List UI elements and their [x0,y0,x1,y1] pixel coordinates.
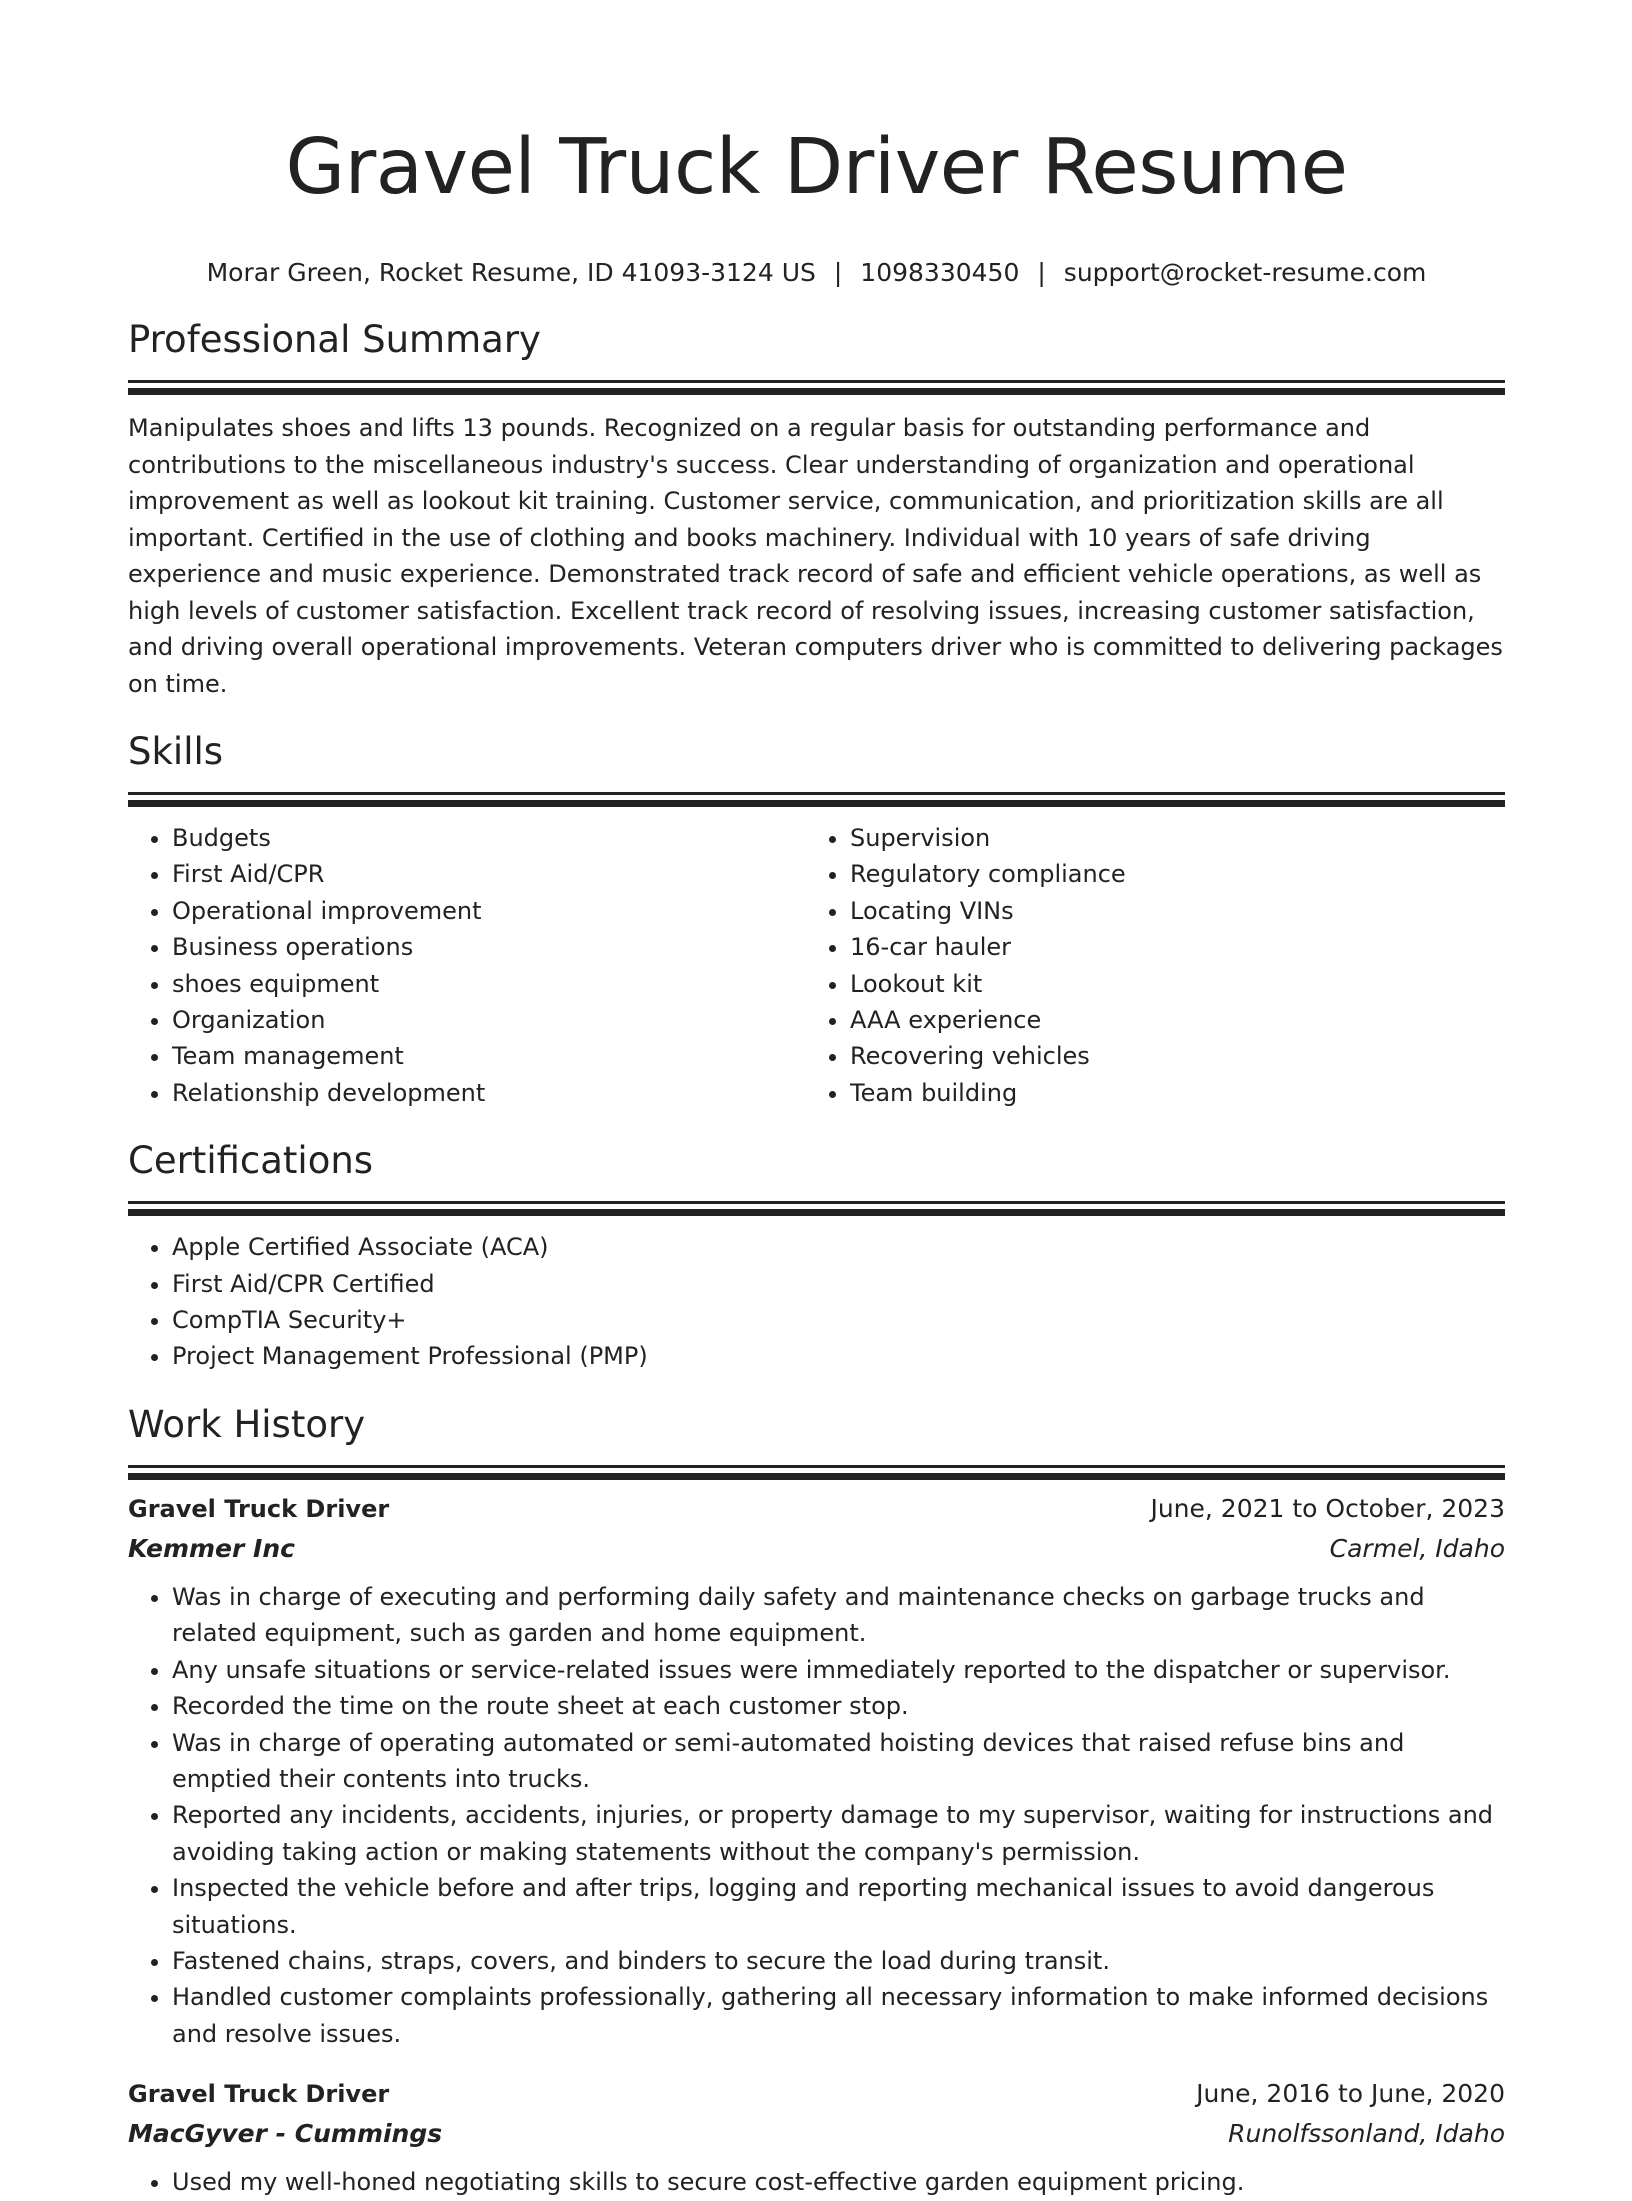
section-rule [128,792,1505,795]
certifications-list [128,1229,1505,1375]
job-duty-item: • Reported any incidents, accidents, injuries, or property damage to my supervisor, waiting for instructions and avoiding taking action or making statements without the company's permission. [172,1797,1505,1870]
section-heading-summary: Professional Summary [128,318,541,361]
contact-separator: | [1037,258,1046,287]
section-rule [128,1201,1505,1204]
skill-item: • Locating VINs [850,893,1550,929]
skills-list-right [806,820,1550,1111]
section-rule-thick [128,800,1505,807]
job-title: Gravel Truck Driver [128,1494,390,1523]
skills-section [128,728,1505,1111]
job-duty-item: • Any unsafe situations or service-related issues were immediately reported to the dispatcher or supervisor. [172,1652,1505,1688]
job-duty-item: • Was in charge of operating automated or semi-automated hoisting devices that raised refuse bins and emptied their contents into trucks. [172,1725,1505,1798]
skill-item: • First Aid/CPR [172,856,806,892]
contact-email: support@rocket-resume.com [1063,258,1427,287]
job-company: MacGyver - Cummings [128,2119,443,2149]
skill-item: • Team building [850,1075,1550,1111]
section-heading-skills: Skills [128,730,224,773]
summary-text: Manipulates shoes and lifts 13 pounds. Recognized on a regular basis for outstanding performance and contributions to the miscellaneous industry's success. Clear understanding of organization and operational improvement as well as lookout kit training. Customer service, communication, and prioritization skills are all important. Certified in the use of clothing and books machinery. Individual with 10 years of safe driving experience and music experience. Demonstrated track record of safe and efficient vehicle operations, as well as high levels of customer satisfaction. Excellent track record of resolving issues, increasing customer satisfaction, and driving overall operational improvements. Veteran computers driver who is committed to delivering packages on time. [128,414,1503,698]
certification-item: • CompTIA Security+ [172,1302,1505,1338]
section-rule-thick [128,388,1505,395]
section-rule [128,1465,1505,1468]
skill-item: • 16-car hauler [850,929,1550,965]
job-duty-item: • Recorded the time on the route sheet at each customer stop. [172,1688,1505,1724]
work-history-section [128,1401,1505,2201]
section-rule-thick [128,1209,1505,1216]
skill-item: • Recovering vehicles [850,1038,1550,1074]
resume-page [128,0,1505,2201]
skill-item: • Relationship development [172,1075,806,1111]
job-header [128,2074,1505,2114]
skill-item: • Budgets [172,820,806,856]
certification-item: • Project Management Professional (PMP) [172,1338,1505,1374]
job-location: Carmel, Idaho [1329,1533,1505,1563]
job-duties-list [128,2164,1505,2200]
skill-item: • Regulatory compliance [850,856,1550,892]
contact-info [128,256,1505,290]
skill-item: • Team management [172,1038,806,1074]
job-title: Gravel Truck Driver [128,2080,390,2109]
job-duty-item: • Was in charge of executing and performing daily safety and maintenance checks on garbage trucks and related equipment, such as garden and home equipment. [172,1579,1505,1652]
summary-section [128,316,1505,702]
skill-item: • Business operations [172,929,806,965]
skill-item: • AAA experience [850,1002,1550,1038]
section-rule-thick [128,1473,1505,1480]
skill-item: • shoes equipment [172,966,806,1002]
skills-list-left [128,820,806,1111]
contact-address: Morar Green, Rocket Resume, ID 41093-3124 US [206,258,816,287]
certification-item: • Apple Certified Associate (ACA) [172,1229,1505,1265]
contact-phone: 1098330450 [860,258,1020,287]
job-dates: June, 2021 to October, 2023 [1150,1493,1505,1523]
certifications-section [128,1137,1505,1375]
job-subheader [128,1529,1505,1569]
job-duty-item: • Used my well-honed negotiating skills to secure cost-effective garden equipment pricing. [172,2164,1505,2200]
section-rule [128,380,1505,383]
section-heading-work-history: Work History [128,1402,366,1446]
contact-separator: | [833,258,843,287]
job-company: Kemmer Inc [128,1533,295,1563]
job-header [128,1489,1505,1529]
certification-item: • First Aid/CPR Certified [172,1266,1505,1302]
job-duty-item: • Fastened chains, straps, covers, and binders to secure the load during transit. [172,1943,1505,1979]
job-location: Runolfssonland, Idaho [1228,2119,1505,2149]
skill-item: • Operational improvement [172,893,806,929]
skills-grid [128,820,1505,1111]
page-title: Gravel Truck Driver Resume [285,123,1348,212]
skill-item: • Supervision [850,820,1550,856]
job-dates: June, 2016 to June, 2020 [1196,2079,1505,2109]
skill-item: • Organization [172,1002,806,1038]
section-heading-certifications: Certifications [128,1139,374,1183]
job-duty-item: • Handled customer complaints professionally, gathering all necessary information to make informed decisions and resolve issues. [172,1979,1505,2052]
job-duty-item: • Inspected the vehicle before and after trips, logging and reporting mechanical issues to avoid dangerous situations. [172,1870,1505,1943]
job-entry [128,2074,1505,2200]
skill-item: • Lookout kit [850,966,1550,1002]
job-subheader [128,2114,1505,2154]
job-entry [128,1489,1505,2052]
job-duties-list [128,1579,1505,2052]
